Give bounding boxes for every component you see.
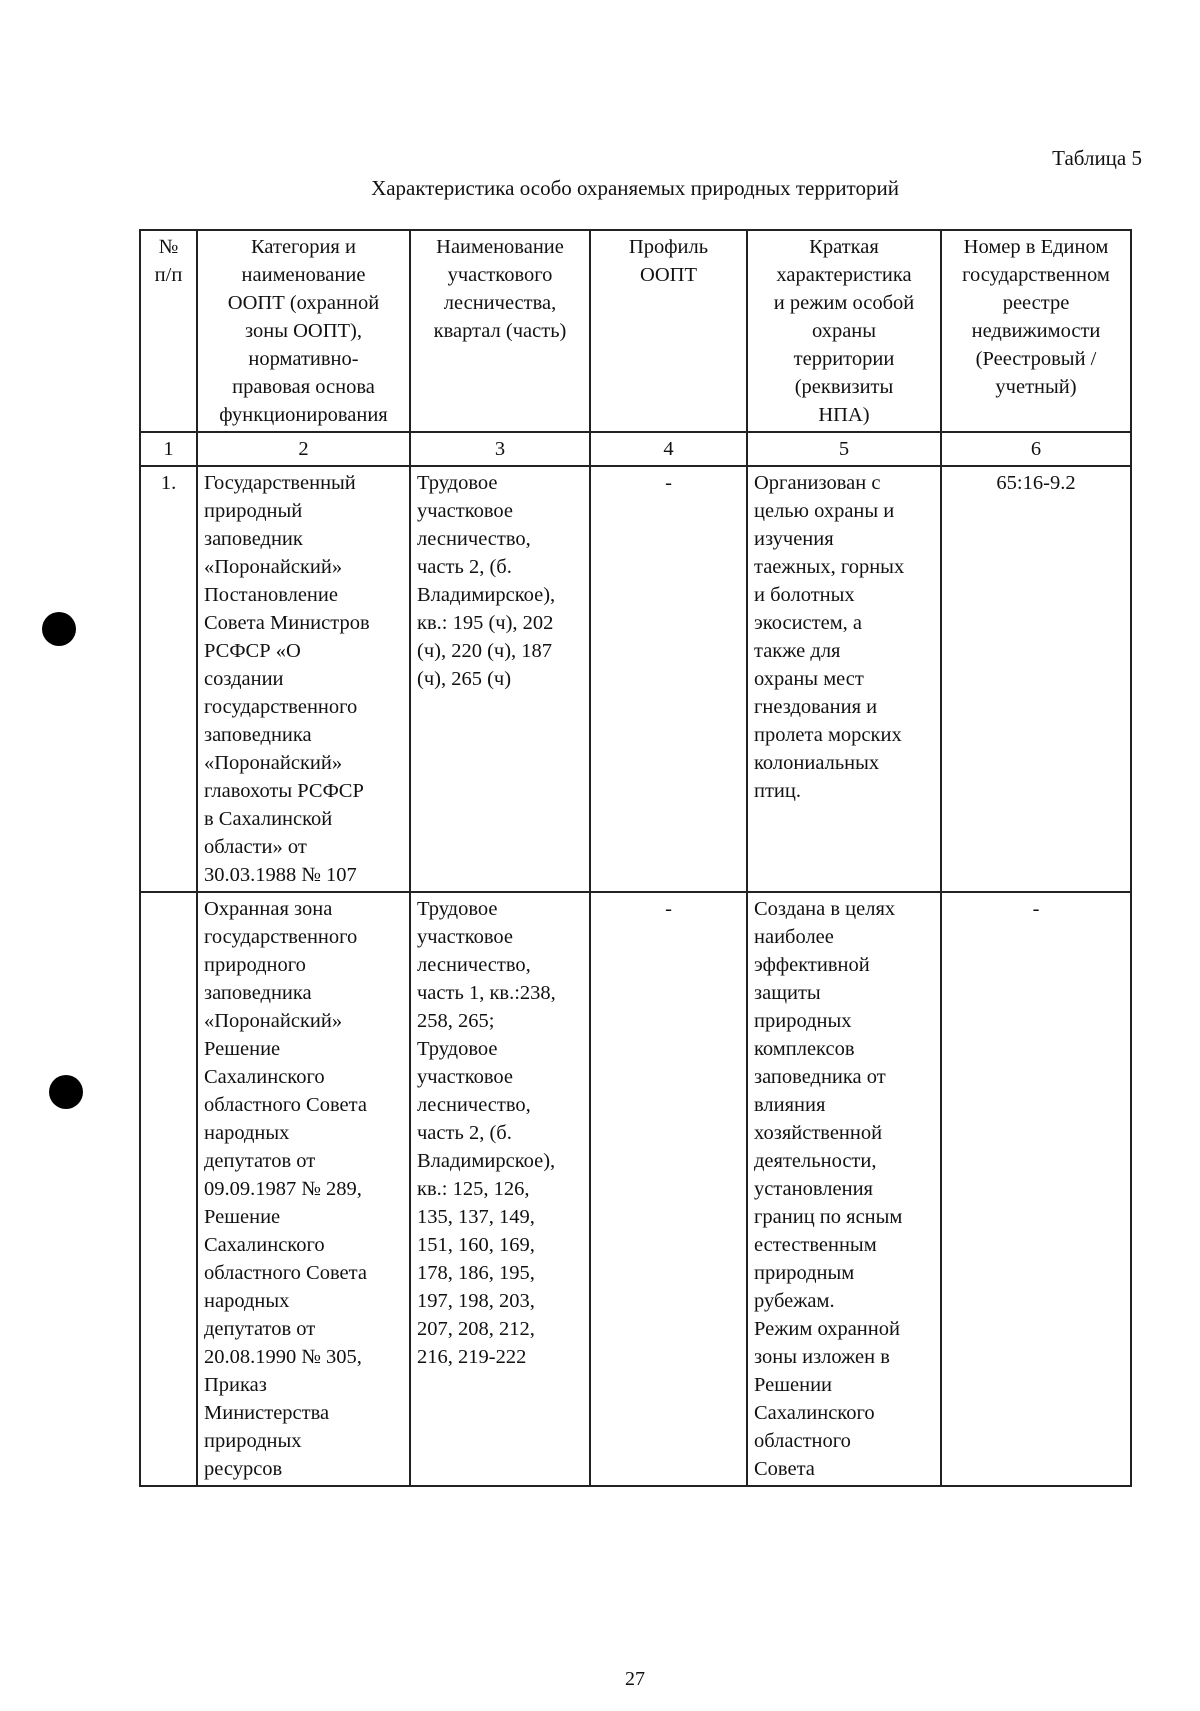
header-cell [941, 230, 1131, 432]
text-line: государственном [962, 264, 1110, 286]
text-line: депутатов от [204, 1150, 316, 1172]
description-cell [747, 892, 941, 1486]
column-number: 1 [140, 432, 197, 466]
punch-hole [42, 612, 76, 646]
registry-cell: - [941, 892, 1131, 1486]
text-line: заповедника от [754, 1066, 886, 1088]
text-line: таежных, горных [754, 556, 905, 578]
text-line: лесничество, [417, 528, 531, 550]
text-line: народных [204, 1122, 290, 1144]
text-line: нормативно- [248, 348, 359, 370]
column-number: 3 [410, 432, 590, 466]
text-line: заповедника [204, 724, 312, 746]
profile-cell: - [590, 466, 747, 892]
text-line: Владимирское), [417, 584, 556, 606]
text-line: Сахалинского [204, 1234, 325, 1256]
column-number: 5 [747, 432, 941, 466]
text-line: правовая основа [232, 376, 375, 398]
text-line: реестре [1002, 292, 1070, 314]
text-line: заповедник [204, 528, 303, 550]
text-line: птиц. [754, 780, 801, 802]
column-number: 4 [590, 432, 747, 466]
text-line: создании [204, 668, 284, 690]
header-cell [410, 230, 590, 432]
text-line: (реквизиты [794, 376, 894, 398]
text-line: 258, 265; [417, 1010, 495, 1032]
text-line: Решении [754, 1374, 833, 1396]
row-number: 1. [140, 466, 197, 892]
text-line: ООПТ (охранной [227, 292, 380, 314]
text-line: (Реестровый / [975, 348, 1097, 370]
text-line: территории [793, 348, 895, 370]
text-line: 20.08.1990 № 305, [204, 1346, 362, 1368]
text-line: Владимирское), [417, 1150, 556, 1172]
text-line: влияния [754, 1094, 826, 1116]
text-line: охраны [811, 320, 877, 342]
table-row [140, 892, 1131, 1486]
text-line: зоны ООПТ), [245, 320, 362, 342]
text-line: лесничества, [443, 292, 557, 314]
text-line: Создана в целях [754, 898, 896, 920]
text-line: участковое [417, 926, 514, 948]
text-line: Совета Министров [204, 612, 370, 634]
text-line: кв.: 125, 126, [417, 1178, 530, 1200]
text-line: «Поронайский» [204, 752, 343, 774]
text-line: заповедника [204, 982, 312, 1004]
text-line: функционирования [219, 404, 388, 426]
text-line: 09.09.1987 № 289, [204, 1178, 362, 1200]
forestry-cell [410, 892, 590, 1486]
text-line: хозяйственной [754, 1122, 883, 1144]
text-line: Решение [204, 1038, 281, 1060]
text-line: наименование [241, 264, 366, 286]
text-line: Сахалинского [204, 1066, 325, 1088]
registry-cell: 65:16-9.2 [941, 466, 1131, 892]
text-line: областного Совета [204, 1094, 367, 1116]
text-line: 135, 137, 149, [417, 1206, 535, 1228]
header-cell [747, 230, 941, 432]
text-line: Трудовое [417, 898, 498, 920]
text-line: наиболее [754, 926, 834, 948]
text-line: Государственный [204, 472, 356, 494]
text-line: Приказ [204, 1374, 267, 1396]
text-line: недвижимости [971, 320, 1101, 342]
text-line: рубежам. [754, 1290, 835, 1312]
text-line: 216, 219-222 [417, 1346, 527, 1368]
text-line: пролета морских [754, 724, 902, 746]
text-line: в Сахалинской [204, 808, 333, 830]
text-line: «Поронайский» [204, 1010, 343, 1032]
text-line: часть 2, (б. [417, 1122, 512, 1144]
text-line: Трудовое [417, 472, 498, 494]
text-line: зоны изложен в [754, 1346, 890, 1368]
text-line: государственного [204, 696, 358, 718]
text-line: (ч), 220 (ч), 187 [417, 640, 553, 662]
text-line: ООПТ [640, 264, 697, 286]
text-line: 178, 186, 195, [417, 1262, 535, 1284]
description-cell [747, 466, 941, 892]
page-number: 27 [625, 1668, 645, 1690]
header-cell [140, 230, 197, 432]
text-line: учетный) [995, 376, 1077, 398]
text-line: 151, 160, 169, [417, 1234, 535, 1256]
text-line: Решение [204, 1206, 281, 1228]
text-line: природный [204, 500, 303, 522]
header-row [140, 230, 1131, 432]
column-number-row [140, 432, 1131, 466]
profile-cell: - [590, 892, 747, 1486]
protected-areas-table [139, 229, 1132, 1487]
text-line: Наименование [436, 236, 564, 258]
text-line: Постановление [204, 584, 338, 606]
text-line: 30.03.1988 № 107 [204, 864, 357, 886]
row-number [140, 892, 197, 1486]
text-line: эффективной [754, 954, 870, 976]
text-line: естественным [754, 1234, 877, 1256]
text-line: Режим охранной [754, 1318, 900, 1340]
text-line: (ч), 265 (ч) [417, 668, 512, 690]
text-line: «Поронайский» [204, 556, 343, 578]
category-cell [197, 466, 410, 892]
header-cell [197, 230, 410, 432]
text-line: колониальных [754, 752, 880, 774]
document-title: Характеристика особо охраняемых природных территорий [371, 176, 899, 200]
text-line: характеристика [776, 264, 912, 286]
text-line: защиты [754, 982, 821, 1004]
text-line: Организован с [754, 472, 881, 494]
text-line: Категория и [251, 236, 356, 258]
text-line: квартал (часть) [433, 320, 567, 342]
text-line: 207, 208, 212, [417, 1318, 535, 1340]
punch-hole [49, 1075, 83, 1109]
text-line: участковое [417, 500, 514, 522]
text-line: Сахалинского [754, 1402, 875, 1424]
text-line: природным [754, 1262, 855, 1284]
text-line: Охранная зона [204, 898, 333, 920]
text-line: п/п [154, 264, 183, 286]
text-line: комплексов [754, 1038, 855, 1060]
forestry-cell [410, 466, 590, 892]
table-label: Таблица 5 [1052, 146, 1142, 170]
text-line: и болотных [754, 584, 855, 606]
text-line: Министерства [204, 1402, 330, 1424]
text-line: государственного [204, 926, 358, 948]
text-line: установления [754, 1178, 873, 1200]
text-line: депутатов от [204, 1318, 316, 1340]
table-row [140, 466, 1131, 892]
text-line: Номер в Едином [963, 236, 1109, 258]
text-line: и режим особой [773, 292, 915, 314]
text-line: Совета [754, 1458, 815, 1480]
text-line: кв.: 195 (ч), 202 [417, 612, 554, 634]
header-cell [590, 230, 747, 432]
text-line: народных [204, 1290, 290, 1312]
text-line: главохоты РСФСР [204, 780, 364, 802]
text-line: охраны мест [754, 668, 864, 690]
column-number: 2 [197, 432, 410, 466]
column-number: 6 [941, 432, 1131, 466]
text-line: Трудовое [417, 1038, 498, 1060]
text-line: 197, 198, 203, [417, 1290, 535, 1312]
text-line: целью охраны и [754, 500, 895, 522]
text-line: часть 2, (б. [417, 556, 512, 578]
text-line: также для [754, 640, 841, 662]
text-line: экосистем, а [754, 612, 863, 634]
text-line: НПА) [818, 404, 870, 426]
text-line: РСФСР «О [204, 640, 301, 662]
text-line: областного [754, 1430, 851, 1452]
text-line: природного [204, 954, 306, 976]
text-line: области» от [204, 836, 307, 858]
text-line: изучения [754, 528, 834, 550]
text-line: часть 1, кв.:238, [417, 982, 556, 1004]
text-line: границ по ясным [754, 1206, 903, 1228]
category-cell [197, 892, 410, 1486]
text-line: природных [754, 1010, 852, 1032]
text-line: ресурсов [204, 1458, 283, 1480]
text-line: деятельности, [754, 1150, 877, 1172]
text-line: Краткая [809, 236, 879, 258]
text-line: лесничество, [417, 954, 531, 976]
text-line: областного Совета [204, 1262, 367, 1284]
text-line: природных [204, 1430, 302, 1452]
text-line: участкового [447, 264, 553, 286]
text-line: участковое [417, 1066, 514, 1088]
text-line: лесничество, [417, 1094, 531, 1116]
text-line: № [158, 236, 179, 258]
text-line: гнездования и [754, 696, 878, 718]
text-line: Профиль [628, 236, 709, 258]
